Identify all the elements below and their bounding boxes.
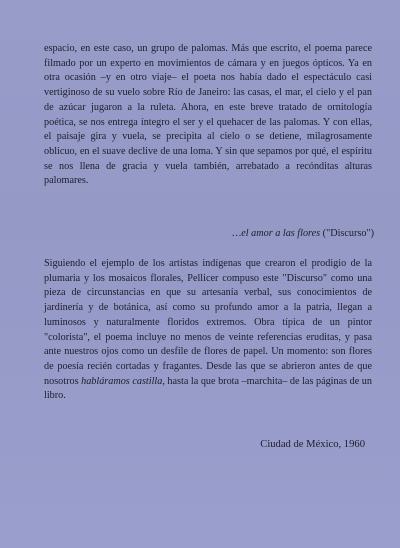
paragraph-italic-phrase: habláramos castilla [81, 375, 163, 387]
place-date-signature: Ciudad de México, 1960 [260, 439, 365, 450]
section-heading-source: ("Discurso") [320, 228, 374, 239]
essay-paragraph-flores [44, 257, 372, 404]
essay-paragraph-palomas: espacio, en este caso, un grupo de palomas. Más que escrito, el poema parece filmado por un experto en movimientos de cámara y en juegos ópticos. Ya en otra ocasión –y en otro viaje– el poeta nos había dado el espectáculo casi vertiginoso de su vuelo sobre Río de Janeiro: las casas, el mar, el cielo y el pan de azúcar jugaron a la ruleta. Ahora, en este breve tratado de ornitología poética, se nos entrega íntegro el ser y el quehacer de las palomas. Y con ellas, el paisaje gira y vuela, se precipita al cielo o se detiene, milagrosamente oblicuo, en el suave declive de una loma. Y sin que sepamos por qué, el espíritu se nos llena de gracia y vuela también, arrebatado a recónditas alturas palomares. [44, 43, 372, 187]
paragraph-part-2: , hasta la que brota –marchita– de las páginas de un libro. [44, 375, 372, 402]
section-heading-italic: …el amor a las flores [232, 228, 321, 239]
paragraph-part-1: Siguiendo el ejemplo de los artistas indígenas que crearon el prodigio de la plumaria y los mosaicos florales, Pellicer compuso este "Discurso" como una pieza de circunstancias en que su artesanía verbal, sus conocimientos de jardinería y de botánica, así como su profundo amor a la patria, llegan a luminosos y naturalmente floridos extremos. Obra típica de un pintor "colorista", el poema incluye no menos de veinte referencias eruditas, y pasa ante nuestros ojos como un desfile de flores de papel. Un momento: son flores de poesía recién cortadas y fragantes. Desde las que se abrieron antes de que nosotros [44, 258, 372, 387]
section-heading [44, 228, 374, 239]
